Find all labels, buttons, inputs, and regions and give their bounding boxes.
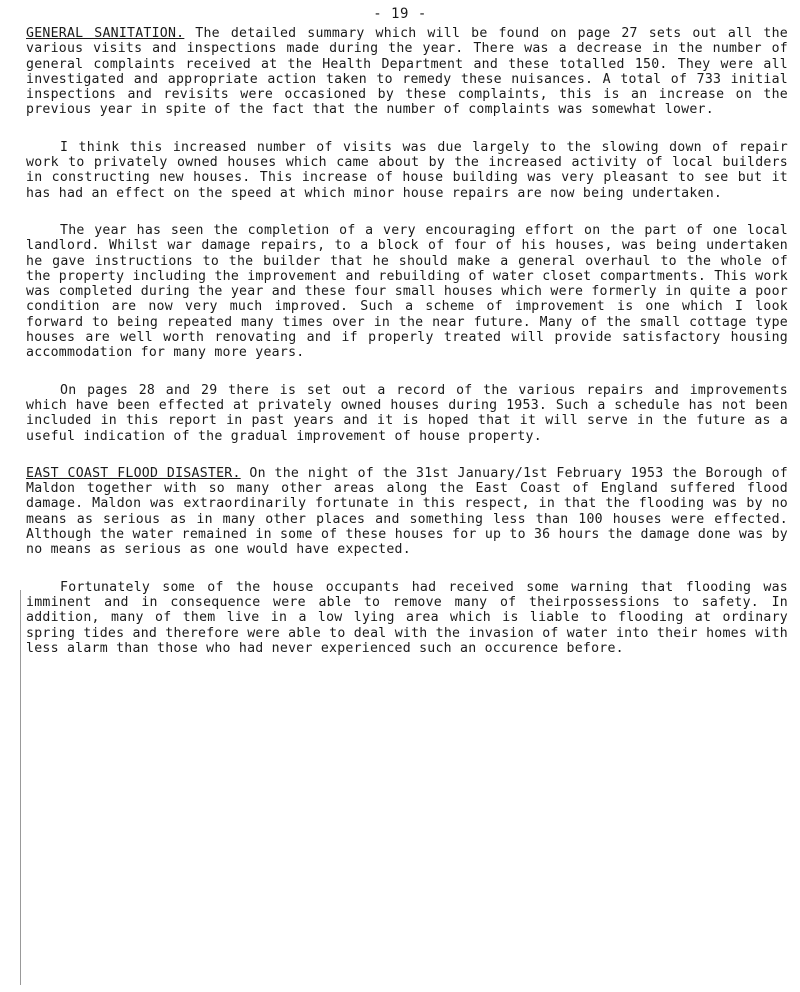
paragraph-text: On the night of the 31st January/1st February 1953 the Borough of Maldon together with so many other areas along the East Coast of England suffered flood damage. Maldon was extraordinarily fortunate in this respect, in that the flooding was by no means as serious as in many other places and something less than 100 houses were effected. Although the water remained in some of these houses for up to 36 hours the damage done was by no means as serious as one would have expected. [26, 465, 788, 558]
paragraph-general-sanitation [26, 26, 788, 118]
paragraph-visits-increase: I think this increased number of visits was due largely to the slowing down of repair work to privately owned houses which came about by the increased activity of local builders in constructing new houses. This increase of house building was very pleasant to see but it has had an effect on the speed at which minor house repairs are now being undertaken. [26, 139, 788, 201]
paragraph-text: The detailed summary which will be found on page 27 sets out all the various visits and inspections made during the year. There was a decrease in the number of general complaints received at the Health Department and these totalled 150. They were all investigated and appropriate action taken to remedy these nuisances. A total of 733 initial inspections and revisits were occasioned by these complaints, this is an increase on the previous year in spite of the fact that the number of complaints was somewhat lower. [26, 26, 788, 118]
section-heading-general-sanitation: GENERAL SANITATION. [26, 26, 185, 41]
paragraph-flood-disaster [26, 466, 788, 558]
report-body [26, 26, 788, 678]
paragraph-landlord-improvement: The year has seen the completion of a very encouraging effort on the part of one local landlord. Whilst war damage repairs, to a block of four of his houses, was being undertaken he gave instructions to the builder that he should make a general overhaul to the whole of the property including the improvement and rebuilding of water closet compartments. This work was completed during the year and these four small houses which were formerly in quite a poor condition are now very much improved. Such a scheme of improvement is one which I look forward to being repeated many times over in the near future. Many of the small cottage type houses are well worth renovating and if properly treated will provide satisfactory housing accommodation for many more years. [26, 222, 788, 361]
paragraph-repairs-record: On pages 28 and 29 there is set out a record of the various repairs and improvements which have been effected at privately owned houses during 1953. Such a schedule has not been included in this report in past years and it is hoped that it will serve in the future as a useful indication of the gradual improvement of house property. [26, 382, 788, 444]
section-heading-flood-disaster: EAST COAST FLOOD DISASTER. [26, 465, 241, 481]
left-margin-rule [20, 590, 21, 985]
page-number: - 19 - [373, 6, 427, 22]
paragraph-flood-warning: Fortunately some of the house occupants had received some warning that flooding was imminent and in consequence were able to remove many of theirpossessions to safety. In addition, many of them live in a low lying area which is liable to flooding at ordinary spring tides and therefore were able to deal with the invasion of water into their homes with less alarm than those who had never experienced such an occurence before. [26, 579, 788, 656]
